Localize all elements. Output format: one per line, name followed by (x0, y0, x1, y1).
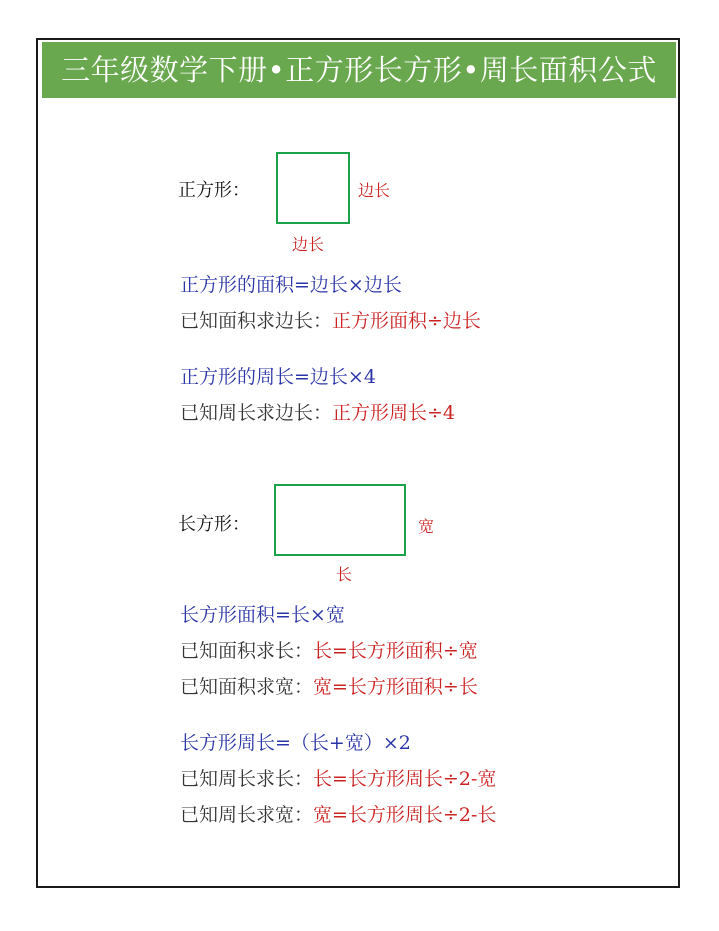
rectangle-area-formula: 长方形面积=长×宽 (180, 604, 345, 626)
rectangle-perimeter-find-width-prefix: 已知周长求宽： (180, 804, 314, 826)
rectangle-area-find-length-line (180, 636, 478, 663)
square-area-find-line (180, 306, 481, 333)
rectangle-perimeter-find-length-prefix: 已知周长求长： (180, 768, 314, 790)
rectangle-diagram (274, 484, 406, 556)
square-label: 正方形： (178, 180, 250, 201)
rectangle-perimeter-find-length-line (180, 764, 496, 791)
rectangle-area-find-width-line (180, 672, 478, 699)
rectangle-perimeter-formula: 长方形周长=（长+宽）×2 (180, 732, 411, 754)
square-perimeter-find-prefix: 已知周长求边长： (180, 402, 333, 424)
square-side-right-label: 边长 (358, 181, 391, 200)
rectangle-area-find-length-prefix: 已知面积求长： (180, 640, 314, 662)
rectangle-perimeter-find-width-formula: 宽=长方形周长÷2-长 (313, 804, 497, 826)
page-frame (36, 38, 680, 888)
square-area-find-prefix: 已知面积求边长： (180, 310, 333, 332)
rectangle-area-find-length-formula: 长=长方形面积÷宽 (313, 640, 478, 662)
rectangle-area-find-width-formula: 宽=长方形面积÷长 (313, 676, 478, 698)
square-area-formula: 正方形的面积=边长×边长 (180, 274, 402, 296)
square-side-bottom-label: 边长 (292, 235, 325, 254)
square-diagram (276, 152, 350, 224)
rectangle-perimeter-find-length-formula: 长=长方形周长÷2-宽 (313, 768, 497, 790)
rectangle-label: 长方形： (178, 514, 250, 535)
square-perimeter-formula: 正方形的周长=边长×4 (180, 366, 376, 388)
rectangle-perimeter-find-width-line (180, 800, 496, 827)
page-title: 三年级数学下册•正方形长方形•周长面积公式 (42, 42, 676, 98)
square-perimeter-find-line (180, 398, 455, 425)
rectangle-side-right-label: 宽 (418, 517, 435, 536)
square-perimeter-find-formula: 正方形周长÷4 (332, 402, 456, 424)
rectangle-area-find-width-prefix: 已知面积求宽： (180, 676, 314, 698)
rectangle-side-bottom-label: 长 (336, 565, 353, 584)
square-area-find-formula: 正方形面积÷边长 (332, 310, 481, 332)
